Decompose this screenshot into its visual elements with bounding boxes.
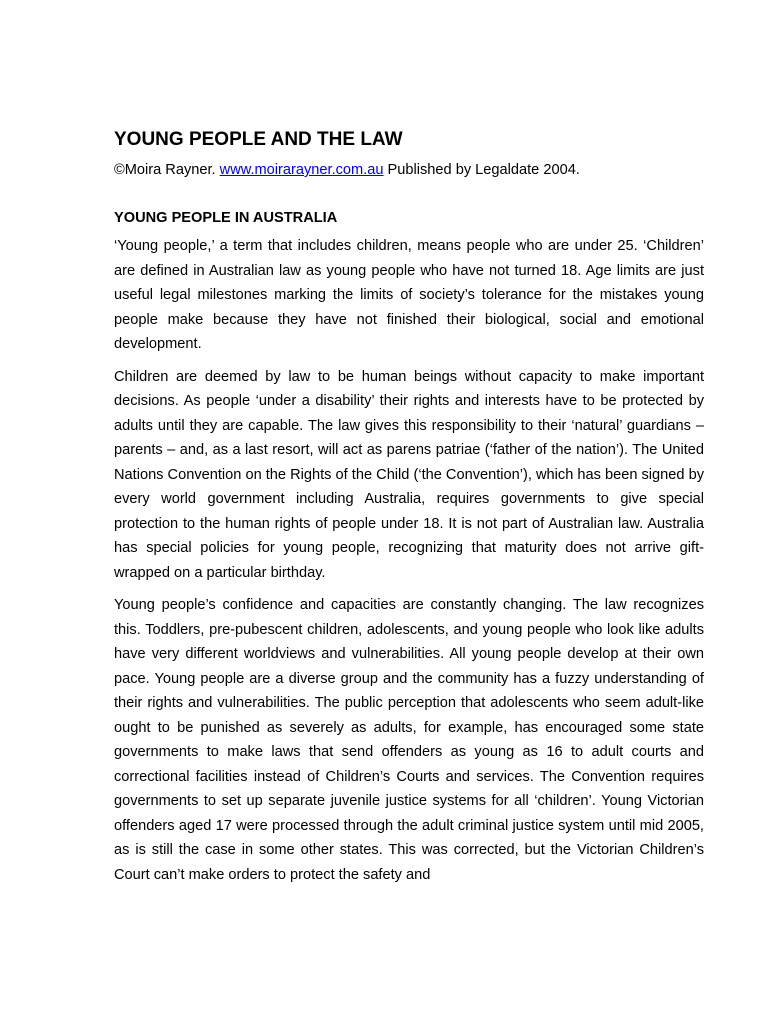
byline-copyright: ©Moira Rayner.: [114, 162, 220, 178]
paragraph-text: (‘the Convention’), which has been signed by every world government including Australia, requires governments to give special protection to the human rights of people under 18. It is not part of Australian law. Australia has special policies for young people, recognizing that maturity does not arrive gift-wrapped on a particular birthday.: [114, 466, 704, 581]
convention-term: Convention: [571, 768, 646, 785]
paragraph-age-definitions: [114, 234, 704, 357]
paragraph-text: (‘father of the nation’). The: [480, 442, 662, 458]
byline: [114, 160, 580, 180]
paragraph-text: Children are deemed by law to be human beings without capacity to make important decisions. As people ‘under a disability’ their rights and interests have to be protected by adults until they are capable. The law gives this responsibility to their ‘natural’ guardians – parents – and, as a last resort, will act as: [114, 368, 704, 458]
author-website-link[interactable]: www.moirarayner.com.au: [219, 162, 384, 178]
section-heading: YOUNG PEOPLE IN AUSTRALIA: [114, 210, 338, 226]
paragraph-text: ‘Young people,’ a term that includes children, means people who are under 25. ‘Children’ are defined in Australian law as young people who have not turned 18. Age limits are just useful legal milestones marking the limits of society’s tolerance for the mistakes young people make because they have not finished their biological, social and emotional development.: [114, 238, 704, 352]
byline-publisher: Published by Legaldate 2004.: [383, 162, 580, 178]
body-text: [114, 234, 704, 895]
paragraph-text: Young people’s confidence and capacities are constantly changing. The law recognizes this. Toddlers, pre-pubescent children, adolescents, and young people who look like adults have very different worldviews and vulnerabilities. All young people develop at their own pace. Young people are a diverse group and the community has a fuzzy understanding of their rights and vulnerabilities. The public perception that adolescents who seem adult-like ought to be punished as severely as adults, for example, has encouraged some state governments to make laws that send offenders as young as 16 to adult courts and correctional facilities instead of Children’s Courts and services. The: [114, 597, 704, 785]
paragraph-legal-capacity: [114, 365, 704, 586]
document-title: YOUNG PEOPLE AND THE LAW: [114, 129, 403, 150]
paragraph-changing-capacities: [114, 593, 704, 887]
convention-name: United Nations Convention on the Rights of the Child: [114, 442, 704, 483]
paragraph-text: requires governments to set up separate juvenile justice systems for all ‘children’. Young Victorian offenders aged 17 were processed through the adult criminal justice system until mid 2005, as is still the case in some other states. This was corrected, but the Victorian Children’s Court can’t make orders to protect the safety and: [114, 768, 704, 883]
latin-term: parens patriae: [386, 442, 481, 458]
